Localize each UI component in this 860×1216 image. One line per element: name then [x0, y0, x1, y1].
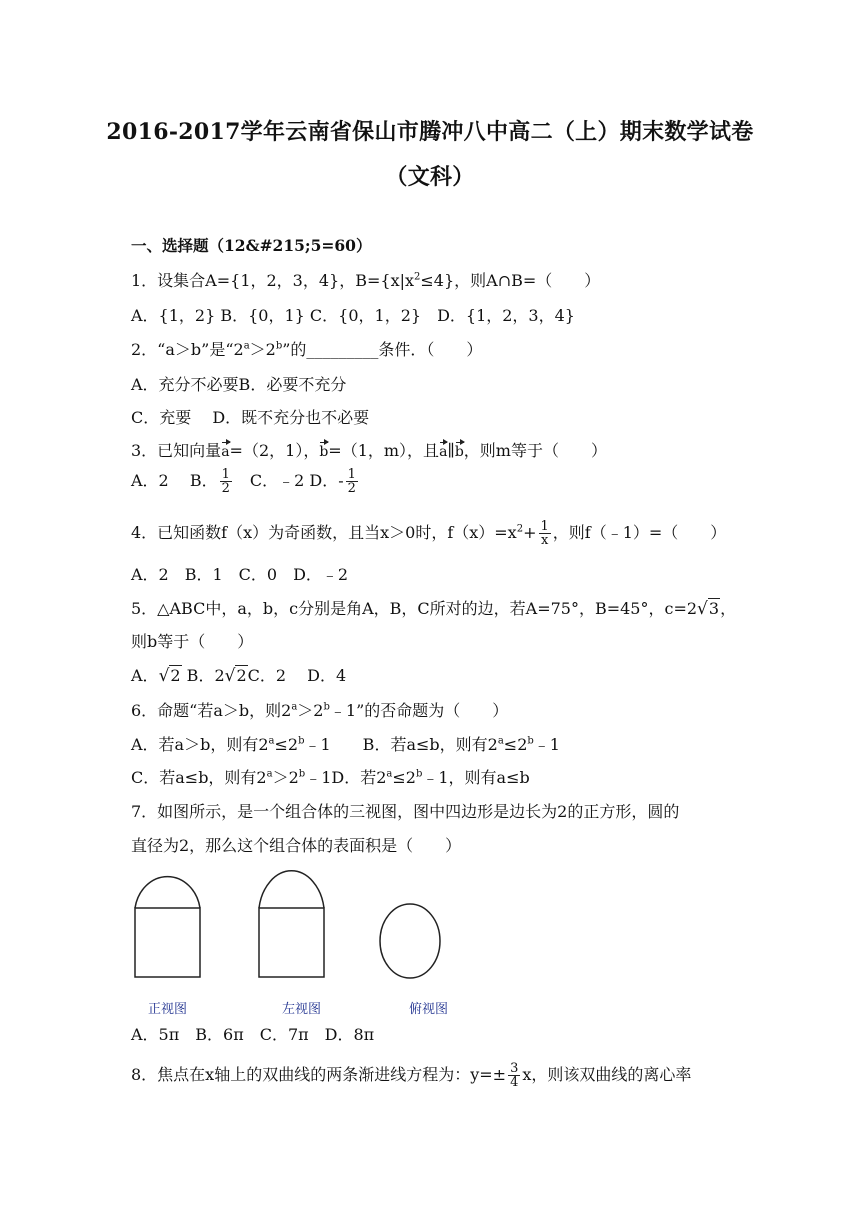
- question-7-stem: 7．如图所示，是一个组合体的三视图，图中四边形是边长为2的正方形，圆的: [131, 802, 680, 821]
- question-7-stem-2: 直径为2，那么这个组合体的表面积是（ ）: [131, 836, 462, 855]
- question-5-options: A．√2 B．2√2C．2 D．4: [131, 666, 347, 686]
- sqrt: √2: [224, 666, 247, 686]
- side-view-shape: [259, 871, 324, 977]
- vector-a: a: [221, 444, 230, 460]
- question-3-stem: 3．已知向量a=（2，1），b=（1，m），且a∥b，则m等于（ ）: [131, 441, 607, 460]
- fraction: $\frac{1}{2}$: [347, 467, 356, 496]
- question-6-options-2: C．若a≤b，则有$2^a>2^b﹣1D$．若$2^a\le 2^b﹣1$，则有a≤b: [131, 768, 530, 787]
- fraction: $\frac{1}{2}$: [221, 467, 230, 496]
- question-2-options-2: C．充要 D．既不充分也不必要: [131, 408, 370, 427]
- front-view-label: 正视图: [148, 1002, 188, 1017]
- fraction: $\frac{1}{x}$: [540, 519, 549, 548]
- question-6-stem: 6．命题“若a＞b，则$2^a>2^b﹣1$”的否命题为（ ）: [131, 701, 509, 720]
- exam-subtitle: （文科）: [385, 164, 475, 190]
- section-heading: 一、选择题（12&#215;5=60）: [131, 236, 372, 255]
- question-2-options-1: A．充分不必要B．必要不充分: [131, 375, 347, 394]
- question-5-stem-2: 则b等于（ ）: [131, 632, 254, 651]
- question-1-stem: 1．设集合A={1，2，3，4}，$B=\{x|x^2\le 4\}$，则A∩B=（ ）: [131, 271, 601, 290]
- three-view-figure: [128, 858, 468, 988]
- front-view-shape: [135, 877, 200, 977]
- question-2-stem: 2．“a＞b”是“$2^a>2^b$”的_________条件．（ ）: [131, 340, 483, 359]
- vector-b: b: [454, 444, 464, 460]
- vector-b: b: [319, 444, 329, 460]
- question-7-options: A．5π B．6π C．7π D．8π: [131, 1025, 375, 1044]
- sqrt: √2: [158, 666, 181, 686]
- sqrt: √3: [697, 599, 720, 619]
- exam-title: 2016-2017学年云南省保山市腾冲八中高二（上）期末数学试卷: [106, 119, 754, 145]
- top-view-circle: [380, 904, 440, 978]
- question-3-options: A．2 B． $\frac{1}{2}$ C．﹣2 D．- $\frac{1}{2}$: [131, 467, 356, 496]
- side-view-label: 左视图: [282, 1002, 322, 1017]
- question-4-options: A．2 B．1 C．0 D．﹣2: [131, 565, 349, 584]
- question-8-stem: 8．焦点在x轴上的双曲线的两条渐进线方程为：y=± $\frac{3}{4}$ x，则该双曲线的离心率: [131, 1061, 692, 1090]
- question-6-options-1: A．若a＞b，则有$2^a\le 2^b﹣1$ B．若a≤b，则有$2^a\le 2^b﹣1$: [131, 735, 560, 754]
- question-4-stem: 4．已知函数f（x）为奇函数，且当x＞0时，$f(x)=x^2+$ $\frac{1}{x}$ ，则f（﹣1）=（ ）: [131, 519, 727, 548]
- vector-a: a: [439, 444, 448, 460]
- question-1-options: A．{1，2} B．{0，1} C．{0，1，2} D．{1，2，3，4}: [131, 306, 575, 325]
- question-5-stem: 5．△ABC中，a，b，c分别是角A，B，C所对的边，若A=75°，B=45°，c=2√3，: [131, 599, 737, 619]
- top-view-label: 俯视图: [409, 1002, 449, 1017]
- fraction: $\frac{3}{4}$: [510, 1061, 519, 1090]
